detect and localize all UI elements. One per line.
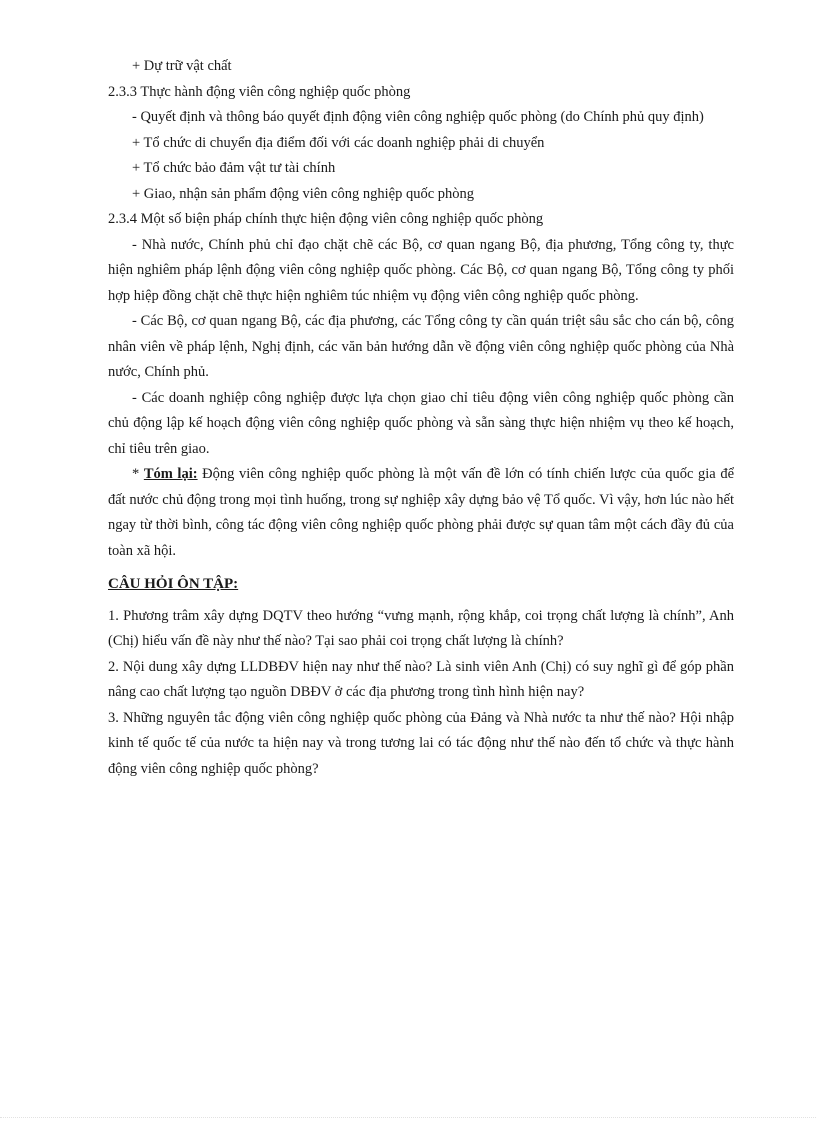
measure-paragraph-1: - Nhà nước, Chính phủ chỉ đạo chặt chẽ các Bộ, cơ quan ngang Bộ, địa phương, Tổng công ty, thực hiện nghiêm pháp lệnh động viên công nghiệp quốc phòng. Các Bộ, cơ quan ngang Bộ, Tổng công ty phối hợp hiệp đồng chặt chẽ thực hiện nghiêm túc nhiệm vụ động viên công nghiệp quốc phòng. <box>108 236 734 304</box>
item-finance: + Tổ chức bảo đảm vật tư tài chính <box>132 160 336 176</box>
summary-label: Tóm lại: <box>143 466 198 482</box>
page-bottom-border <box>0 1117 816 1119</box>
measure-paragraph-2: - Các Bộ, cơ quan ngang Bộ, các địa phương, các Tổng công ty cần quán triệt sâu sắc cho cán bộ, công nhân viên về pháp lệnh, Nghị định, các văn bản hướng dẫn về động viên công nghiệp quốc phòng của Nhà nước, Chính phủ. <box>108 313 734 380</box>
item-product-handover: + Giao, nhận sản phẩm động viên công nghiệp quốc phòng <box>132 185 475 202</box>
item-relocation: + Tổ chức di chuyển địa điểm đối với các doanh nghiệp phải di chuyển <box>132 134 545 151</box>
section-2-3-3-heading: 2.3.3 Thực hành động viên công nghiệp quốc phòng <box>108 83 411 100</box>
summary-prefix: * <box>132 466 144 482</box>
item-material-reserve: + Dự trữ vật chất <box>132 58 232 74</box>
measure-paragraph-3: - Các doanh nghiệp công nghiệp được lựa chọn giao chỉ tiêu động viên công nghiệp quốc phòng cần chủ động lập kế hoạch động viên công nghiệp quốc phòng và sẵn sàng thực hiện nhiệm vụ theo kế hoạch, chỉ tiêu trên giao. <box>108 389 734 457</box>
review-question-2: 2. Nội dung xây dựng LLDBĐV hiện nay như thế nào? Là sinh viên Anh (Chị) có suy nghĩ gì để góp phần nâng cao chất lượng tạo nguồn DBĐV ở các địa phương trong tình hình hiện nay? <box>108 658 734 700</box>
summary-paragraph <box>108 462 734 564</box>
section-2-3-4-heading: 2.3.4 Một số biện pháp chính thực hiện động viên công nghiệp quốc phòng <box>108 211 544 227</box>
document-page <box>108 54 734 782</box>
summary-text: Động viên công nghiệp quốc phòng là một vấn đề lớn có tính chiến lược của quốc gia để đất nước chủ động trong mọi tình huống, trong sự nghiệp xây dựng bảo vệ Tổ quốc. Vì vậy, hơn lúc nào hết ngay từ thời bình, công tác động viên công nghiệp quốc phòng phải được sự quan tâm một cách đầy đủ của toàn xã hội. <box>108 466 735 559</box>
review-questions-heading: CÂU HỎI ÔN TẬP: <box>108 576 239 592</box>
review-question-3: 3. Những nguyên tắc động viên công nghiệp quốc phòng của Đảng và Nhà nước ta như thế nào? Hội nhập kinh tế quốc tế của nước ta hiện nay và trong tương lai có tác động như thế nào đến tổ chức và thực hành động viên công nghiệp quốc phòng? <box>108 709 734 777</box>
decision-paragraph: - Quyết định và thông báo quyết định động viên công nghiệp quốc phòng (do Chính phủ quy định) <box>132 109 704 125</box>
review-question-1: 1. Phương trâm xây dựng DQTV theo hướng “vưng mạnh, rộng khắp, coi trọng chất lượng là chính”, Anh (Chị) hiểu vấn đề này như thế nào? Tại sao phải coi trọng chất lượng là chính? <box>108 607 734 649</box>
